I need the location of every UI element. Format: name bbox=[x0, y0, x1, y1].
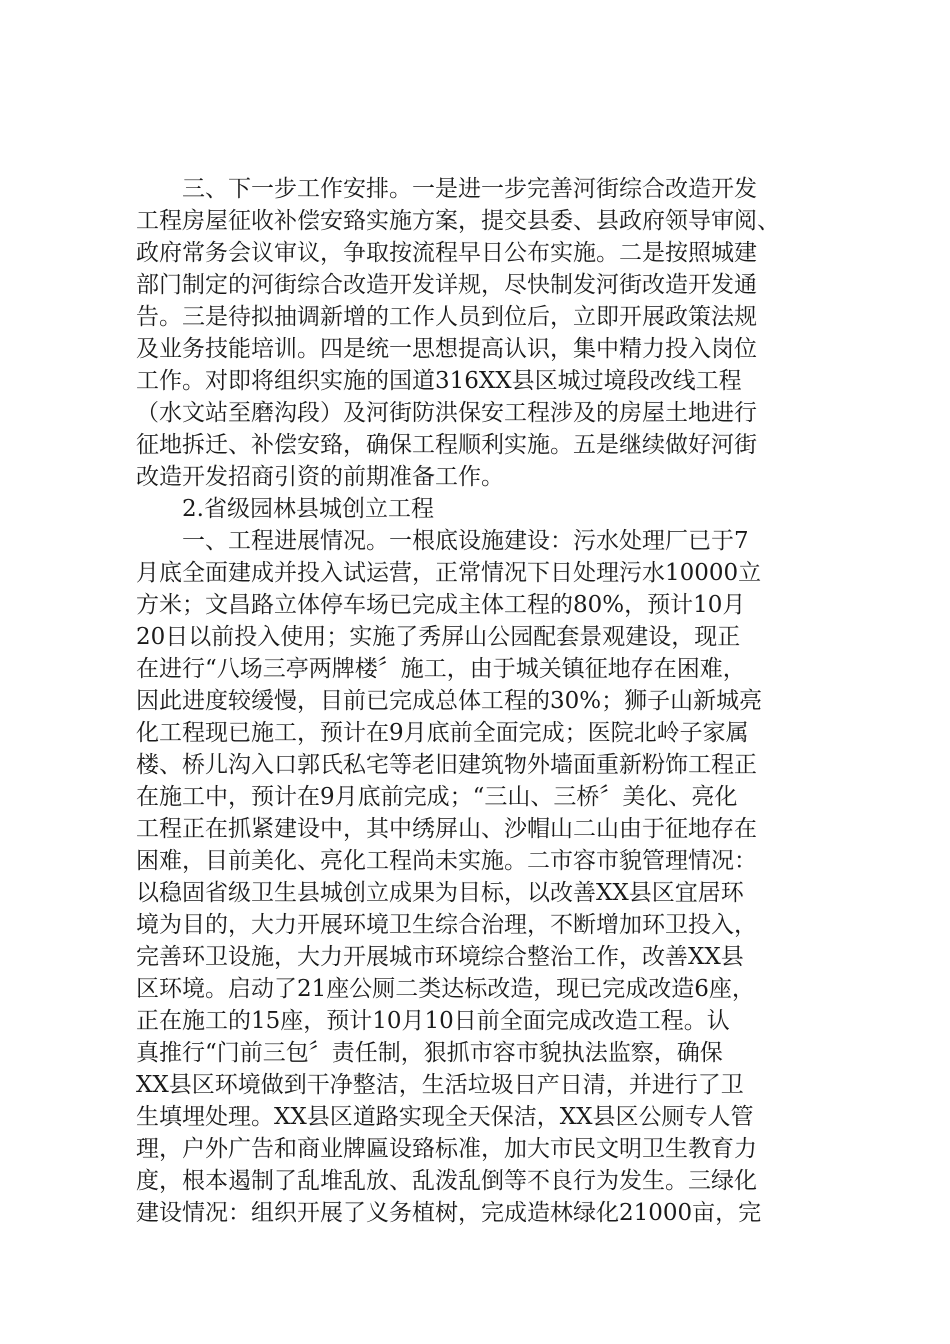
text-line-16: 在进行“八场三亭两牌楼〞施工，由于城关镇征地存在困难， bbox=[136, 656, 746, 682]
text-line-9: 征地拆迁、补偿安臵，确保工程顺利实施。五是继续做好河街 bbox=[136, 432, 757, 458]
section-heading: 2.省级园林县城创立工程 bbox=[136, 496, 434, 522]
text-line-33: 建设情况：组织开展了义务植树，完成造林绿化21000亩，完 bbox=[136, 1200, 762, 1226]
text-line-7: 工作。对即将组织实施的国道316XX县区城过境段改线工程 bbox=[136, 368, 742, 394]
text-line-6: 及业务技能培训。四是统一思想提高认识，集中精力投入岗位 bbox=[136, 336, 757, 362]
text-line-32: 度，根本遏制了乱堆乱放、乱泼乱倒等不良行为发生。三绿化 bbox=[136, 1168, 757, 1194]
text-line-28: 真推行“门前三包〞责任制，狠抓市容市貌执法监察，确保 bbox=[136, 1040, 723, 1066]
text-line-23: 以稳固省级卫生县城创立成果为目标，以改善XX县区宜居环 bbox=[136, 880, 744, 906]
text-line-19: 楼、桥儿沟入口郭氏私宅等老旧建筑物外墙面重新粉饰工程正 bbox=[136, 752, 757, 778]
text-line-10: 改造开发招商引资的前期准备工作。 bbox=[136, 464, 504, 490]
text-line-26: 区环境。启动了21座公厕二类达标改造，现已完成改造6座， bbox=[136, 976, 755, 1002]
text-line-27: 正在施工的15座，预计10月10日前全面完成改造工程。认 bbox=[136, 1008, 730, 1034]
text-line-29: XX县区环境做到干净整洁，生活垃圾日产日清，并进行了卫 bbox=[136, 1072, 744, 1098]
text-line-12: 一、工程进展情况。一根底设施建设：污水处理厂已于7 bbox=[136, 528, 749, 554]
text-line-20: 在施工中，预计在9月底前完成；“三山、三桥〞美化、亮化 bbox=[136, 784, 738, 810]
text-line-3: 政府常务会议审议，争取按流程早日公布实施。二是按照城建 bbox=[136, 240, 757, 266]
text-line-15: 20日以前投入使用；实施了秀屏山公园配套景观建设，现正 bbox=[136, 624, 741, 650]
text-line-31: 理，户外广告和商业牌匾设臵标准，加大市民文明卫生教育力 bbox=[136, 1136, 757, 1162]
text-line-8: （水文站至磨沟段）及河街防洪保安工程涉及的房屋土地进行 bbox=[136, 400, 757, 426]
text-line-14: 方米；文昌路立体停车场已完成主体工程的80%，预计10月 bbox=[136, 592, 746, 618]
text-line-21: 工程正在抓紧建设中，其中绣屏山、沙帽山二山由于征地存在 bbox=[136, 816, 757, 842]
document-body bbox=[136, 173, 836, 1229]
text-line-25: 完善环卫设施，大力开展城市环境综合整治工作，改善XX县 bbox=[136, 944, 744, 970]
text-line-17: 因此进度较缓慢，目前已完成总体工程的30%；狮子山新城亮 bbox=[136, 688, 763, 714]
text-line-1: 三、下一步工作安排。一是进一步完善河街综合改造开发 bbox=[136, 176, 757, 202]
text-line-22: 困难，目前美化、亮化工程尚未实施。二市容市貌管理情况： bbox=[136, 848, 757, 874]
text-line-30: 生填埋处理。XX县区道路实现全天保洁，XX县区公厕专人管 bbox=[136, 1104, 754, 1130]
text-line-4: 部门制定的河街综合改造开发详规，尽快制发河街改造开发通 bbox=[136, 272, 757, 298]
text-line-18: 化工程现已施工，预计在9月底前全面完成；医院北岭子家属 bbox=[136, 720, 749, 746]
text-line-13: 月底全面建成并投入试运营，正常情况下日处理污水10000立 bbox=[136, 560, 762, 586]
text-line-24: 境为目的，大力开展环境卫生综合治理，不断增加环卫投入， bbox=[136, 912, 757, 938]
text-line-5: 告。三是待拟抽调新增的工作人员到位后，立即开展政策法规 bbox=[136, 304, 757, 330]
text-line-2: 工程房屋征收补偿安臵实施方案，提交县委、县政府领导审阅、 bbox=[136, 208, 780, 234]
